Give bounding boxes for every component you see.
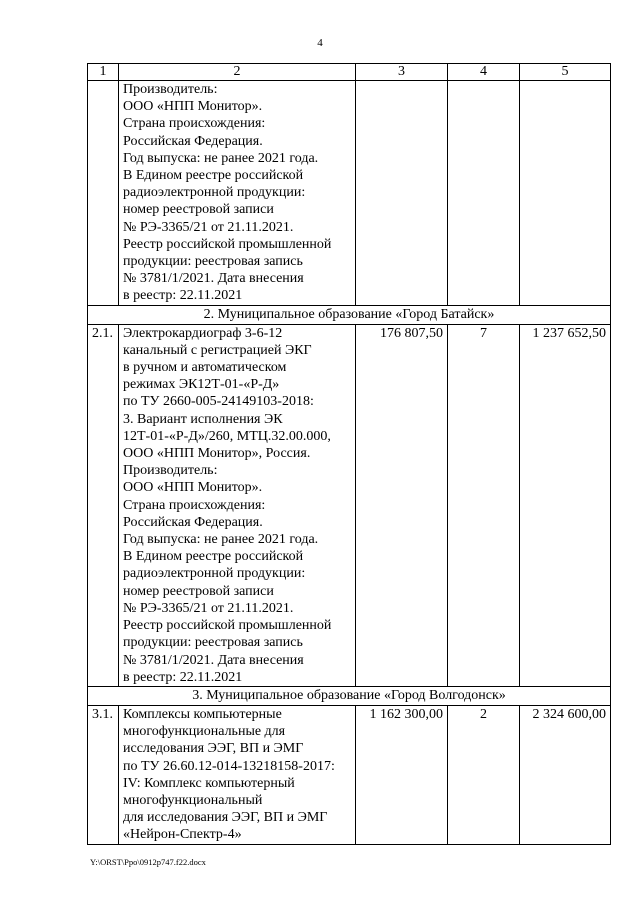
quantity: 7 <box>448 324 520 686</box>
column-header: 4 <box>448 64 520 81</box>
description-line: № РЭ-3365/21 от 21.11.2021. <box>123 600 294 616</box>
description-line: многофункциональный <box>123 792 263 808</box>
description-line: Реестр российской промышленной <box>123 236 332 252</box>
section-row <box>88 305 611 324</box>
table-header-row <box>88 64 611 81</box>
description-line: для исследования ЭЭГ, ВП и ЭМГ <box>123 810 328 826</box>
description-line: № 3781/1/2021. Дата внесения <box>123 271 304 287</box>
description-line: в ручном и автоматическом <box>123 360 287 376</box>
description-line: В Едином реестре российской <box>123 549 304 565</box>
description-line: № РЭ-3365/21 от 21.11.2021. <box>123 219 294 235</box>
total-amount: 1 237 652,50 <box>520 324 611 686</box>
description-line: Страна происхождения: <box>123 497 266 513</box>
description-line: Страна происхождения: <box>123 116 266 132</box>
item-description <box>119 324 356 686</box>
table-row <box>88 705 611 844</box>
description-line: 12Т-01-«Р-Д»/260, МТЦ.32.00.000, <box>123 428 331 444</box>
description-line: Российская Федерация. <box>123 514 263 530</box>
description-line: канальный с регистрацией ЭКГ <box>123 342 312 358</box>
description-line: Год выпуска: не ранее 2021 года. <box>123 150 319 166</box>
quantity: 2 <box>448 705 520 844</box>
description-line: продукции: реестровая запись <box>123 254 303 270</box>
description-line: Российская Федерация. <box>123 133 263 149</box>
description-line: ООО «НПП Монитор». <box>123 99 263 115</box>
description-line: номер реестровой записи <box>123 202 274 218</box>
description-line: режимах ЭК12Т-01-«Р-Д» <box>123 377 280 393</box>
description-line: Реестр российской промышленной <box>123 618 332 634</box>
unit-price <box>356 81 448 306</box>
item-description <box>119 705 356 844</box>
description-line: Производитель: <box>123 463 218 479</box>
description-line: радиоэлектронной продукции: <box>123 566 306 582</box>
column-header: 5 <box>520 64 611 81</box>
column-header: 2 <box>119 64 356 81</box>
row-number: 2.1. <box>88 324 119 686</box>
description-line: Производитель: <box>123 82 218 97</box>
description-line: продукции: реестровая запись <box>123 635 303 651</box>
section-title: 2. Муниципальное образование «Город Батайск» <box>88 305 611 324</box>
description-line: № 3781/1/2021. Дата внесения <box>123 652 304 668</box>
description-line: в реестр: 22.11.2021 <box>123 669 243 685</box>
description-line: Год выпуска: не ранее 2021 года. <box>123 532 319 548</box>
description-line: ООО «НПП Монитор». <box>123 480 263 496</box>
table-row <box>88 81 611 306</box>
column-header: 3 <box>356 64 448 81</box>
unit-price: 176 807,50 <box>356 324 448 686</box>
column-header: 1 <box>88 64 119 81</box>
description-line: В Едином реестре российской <box>123 168 304 184</box>
section-row <box>88 686 611 705</box>
description-line: Электрокардиограф 3-6-12 <box>123 325 283 341</box>
total-amount <box>520 81 611 306</box>
row-number: 3.1. <box>88 705 119 844</box>
page-number: 4 <box>317 37 323 49</box>
unit-price: 1 162 300,00 <box>356 705 448 844</box>
section-title: 3. Муниципальное образование «Город Волгодонск» <box>88 686 611 705</box>
row-number <box>88 81 119 306</box>
description-line: в реестр: 22.11.2021 <box>123 288 243 304</box>
quantity <box>448 81 520 306</box>
description-line: многофункциональные для <box>123 724 286 740</box>
description-line: Комплексы компьютерные <box>123 706 282 722</box>
description-line: 3. Вариант исполнения ЭК <box>123 411 283 427</box>
description-line: радиоэлектронной продукции: <box>123 185 306 201</box>
total-amount: 2 324 600,00 <box>520 705 611 844</box>
items-table <box>87 63 611 845</box>
description-line: IV: Комплекс компьютерный <box>123 775 295 791</box>
table-row <box>88 324 611 686</box>
description-line: исследования ЭЭГ, ВП и ЭМГ <box>123 741 304 757</box>
item-description <box>119 81 356 306</box>
description-line: номер реестровой записи <box>123 583 274 599</box>
description-line: по ТУ 2660-005-24149103-2018: <box>123 394 314 410</box>
description-line: по ТУ 26.60.12-014-13218158-2017: <box>123 758 335 774</box>
description-line: «Нейрон-Спектр-4» <box>123 827 242 843</box>
description-line: ООО «НПП Монитор», Россия. <box>123 446 311 462</box>
file-path-footer: Y:\ORST\Ppo\0912p747.f22.docx <box>90 857 206 867</box>
